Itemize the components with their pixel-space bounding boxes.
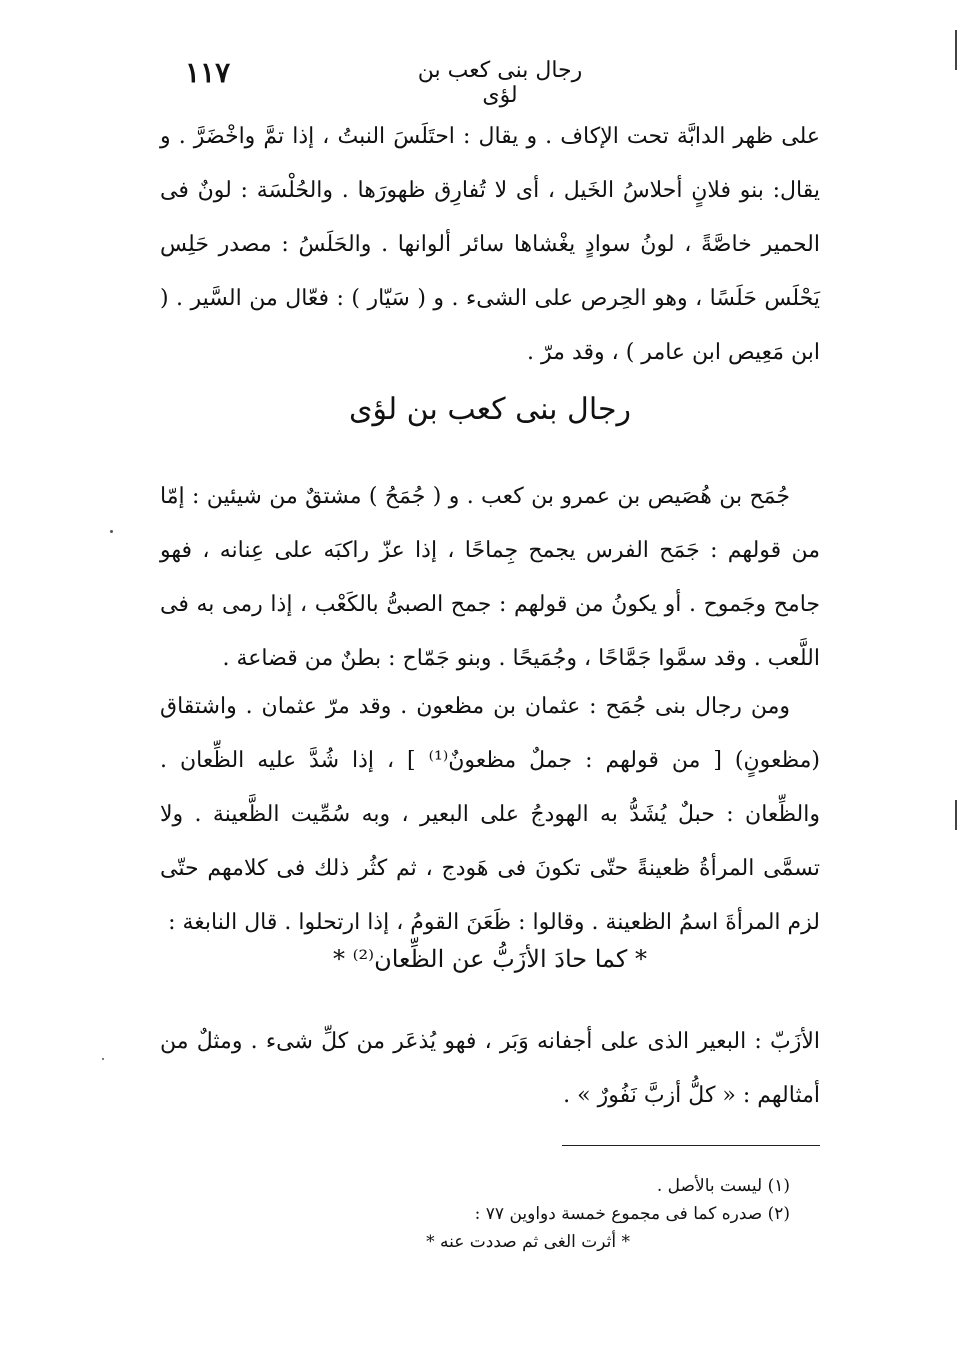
footnote-2: (٢) صدره كما فى مجموع خمسة دواوين ٧٧ : bbox=[474, 1204, 790, 1224]
section-heading: رجال بنى كعب بن لؤى bbox=[348, 392, 632, 427]
poem-verse: * كما حادَ الأزَبُّ عن الظِّعان⁽²⁾ * bbox=[333, 945, 647, 973]
running-title: رجال بنى كعب بن لؤى bbox=[417, 58, 583, 108]
page-number: ١١٧ bbox=[185, 56, 231, 89]
paragraph-4-text: الأزَبّ : البعير الذى على أجفانه وَبَر ، فهو يُذعَر من كلِّ شىء . ومثلٌ من أمثالهم : « كلُّ أزبَّ نَفُورٌ » . bbox=[160, 1029, 820, 1108]
paragraph-1 bbox=[160, 110, 820, 380]
scan-edge-mark bbox=[955, 30, 957, 70]
running-head bbox=[0, 50, 961, 108]
scan-edge-mark bbox=[955, 800, 957, 830]
paragraph-3-text: ومن رجال بنى جُمَح : عثمان بن مظعون . وقد مرّ عثمان . واشتقاق (مظعونٍ) [ من قولهم : جملٌ مظعونٌ⁽¹⁾ ] ، إذا شُدَّ عليه الظِّعان . والظِّعان : حبلٌ يُشَدُّ به الهودجُ على البعير ، وبه سُمِّيت الظَّعينة . ولا تسمَّى المرأةُ ظعينةً حتّى تكونَ فى هَودج ، ثم كثُر ذلك فى كلامهم حتّى لزم المرأةَ اسمُ الظعينة . وقالوا : ظَعَنَ القومُ ، إذا ارتحلوا . قال النابغة : bbox=[160, 694, 820, 935]
paragraph-2-text: جُمَح بن هُصَيص بن عمرو بن كعب . و ( جُمَحُ ) مشتقٌ من شيئين : إمّا من قولهم : جَمَح الفرس يجمح جِماحًا ، إذا عزّ راكبَه على عِنانه ، فهو جامح وجَموح . أو يكونُ من قولهم : جمح الصبىُّ بالكَعْب ، إذا رمى به فى اللَّعب . وقد سمَّوا جَمَّاحًا ، وجُمَيحًا . وبنو جَمّاح : بطنٌ من قضاعة . bbox=[160, 484, 820, 671]
paragraph-4 bbox=[160, 1015, 820, 1123]
scan-speck bbox=[110, 530, 113, 533]
footnote-1: (١) ليست بالأصل . bbox=[656, 1176, 790, 1196]
paragraph-1-text: على ظهر الدابَّة تحت الإكاف . و يقال : احتَلَسَ النبتُ ، إذا تمَّ واخْضَرَّ . و يقال: بنو فلانٍ أحلاسُ الخَيل ، أى لا تُفارِق ظهورَها . والحُلْسَة : لونٌ فى الحمير خاصَّةً ، لونُ سوادٍ يغْشاها سائر ألوانها . والحَلَسُ : مصدر حَلِس يَحْلَس حَلَسًا ، وهو الحِرص على الشىء . و ( سَيّار ) : فعّال من السَّير . ( ابن مَعِيص ابن عامر ) ، وقد مرّ . bbox=[160, 124, 820, 365]
footnote-separator bbox=[562, 1145, 820, 1146]
scan-speck bbox=[102, 1058, 104, 1060]
footnote-2-verse: * أثرت الغى ثم صددت عنه * bbox=[426, 1232, 630, 1252]
paragraph-3 bbox=[160, 680, 820, 950]
paragraph-2 bbox=[160, 470, 820, 686]
footnotes bbox=[340, 1172, 790, 1256]
